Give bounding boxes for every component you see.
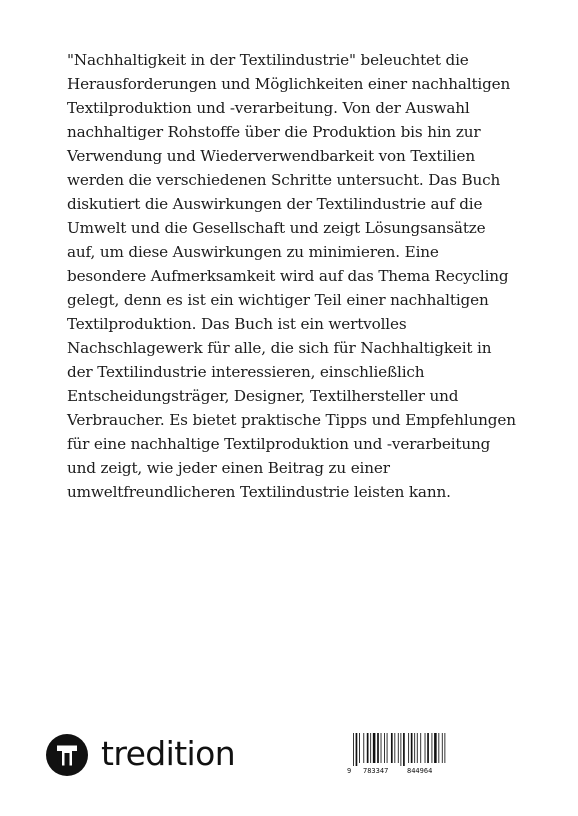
barcode-bar bbox=[400, 733, 401, 767]
barcode-bar bbox=[363, 733, 364, 763]
description-line: Verbraucher. Es bietet praktische Tipps und Empfehlungen bbox=[67, 411, 516, 429]
description-line: gelegt, denn es ist ein wichtiger Teil einer nachhaltigen bbox=[67, 291, 489, 309]
barcode-bar bbox=[394, 733, 395, 763]
description-line: und zeigt, wie jeder einen Beitrag zu einer bbox=[67, 459, 390, 477]
isbn-barcode bbox=[347, 733, 451, 775]
barcode-bar bbox=[420, 733, 421, 763]
barcode-bars bbox=[347, 733, 451, 767]
barcode-bar bbox=[384, 733, 385, 763]
barcode-bar bbox=[370, 733, 371, 763]
barcode-bar bbox=[414, 733, 415, 763]
description-line: Entscheidungsträger, Designer, Textilhersteller und bbox=[67, 387, 459, 405]
barcode-bar bbox=[356, 733, 358, 767]
description-line: der Textilindustrie interessieren, einschließlich bbox=[67, 363, 425, 381]
barcode-bar bbox=[398, 733, 399, 763]
description-line: "Nachhaltigkeit in der Textilindustrie" beleuchtet die bbox=[67, 51, 469, 69]
description-line: auf, um diese Auswirkungen zu minimieren. Eine bbox=[67, 243, 439, 261]
barcode-bar bbox=[408, 733, 409, 763]
description-line: Textilproduktion. Das Buch ist ein wertvolles bbox=[67, 315, 407, 333]
tredition-logo-icon bbox=[46, 734, 88, 776]
barcode-prefix-digit: 9 bbox=[347, 767, 352, 775]
barcode-left-group: 783347 bbox=[363, 767, 389, 775]
barcode-bar bbox=[377, 733, 379, 763]
description-line: nachhaltiger Rohstoffe über die Produktion bis hin zur bbox=[67, 123, 481, 141]
description-line: Verwendung und Wiederverwendbarkeit von Textilien bbox=[67, 147, 475, 165]
barcode-bar bbox=[438, 733, 439, 763]
barcode-bar bbox=[353, 733, 354, 767]
barcode-bar bbox=[432, 733, 433, 763]
barcode-bar bbox=[427, 733, 429, 763]
book-description bbox=[67, 48, 516, 504]
description-line: Nachschlagewerk für alle, die sich für Nachhaltigkeit in bbox=[67, 339, 492, 357]
publisher-name: tredition bbox=[101, 733, 236, 773]
description-line: diskutiert die Auswirkungen der Textilindustrie auf die bbox=[67, 195, 483, 213]
barcode-bar bbox=[359, 733, 360, 763]
publisher-logo bbox=[46, 733, 235, 777]
barcode-bar bbox=[387, 733, 388, 763]
barcode-bar bbox=[442, 733, 443, 763]
barcode-bar bbox=[381, 733, 382, 763]
barcode-bar bbox=[373, 733, 376, 763]
barcode-bar bbox=[411, 733, 413, 763]
barcode-digits bbox=[347, 766, 451, 776]
barcode-bar bbox=[434, 733, 437, 763]
description-line: werden die verschiedenen Schritte untersucht. Das Buch bbox=[67, 171, 501, 189]
barcode-bar bbox=[425, 733, 426, 763]
description-line: Umwelt und die Gesellschaft und zeigt Lösungsansätze bbox=[67, 219, 486, 237]
barcode-right-group: 844964 bbox=[407, 767, 433, 775]
barcode-bar bbox=[403, 733, 405, 767]
description-line: Textilproduktion und -verarbeitung. Von der Auswahl bbox=[67, 99, 470, 117]
barcode-bar bbox=[367, 733, 369, 763]
description-line: umweltfreundlicheren Textilindustrie leisten kann. bbox=[67, 483, 451, 501]
description-line: Herausforderungen und Möglichkeiten einer nachhaltigen bbox=[67, 75, 511, 93]
barcode-bar bbox=[391, 733, 393, 763]
description-line: für eine nachhaltige Textilproduktion und -verarbeitung bbox=[67, 435, 491, 453]
description-line: besondere Aufmerksamkeit wird auf das Thema Recycling bbox=[67, 267, 509, 285]
barcode-bar bbox=[444, 733, 445, 763]
barcode-bar bbox=[417, 733, 418, 763]
